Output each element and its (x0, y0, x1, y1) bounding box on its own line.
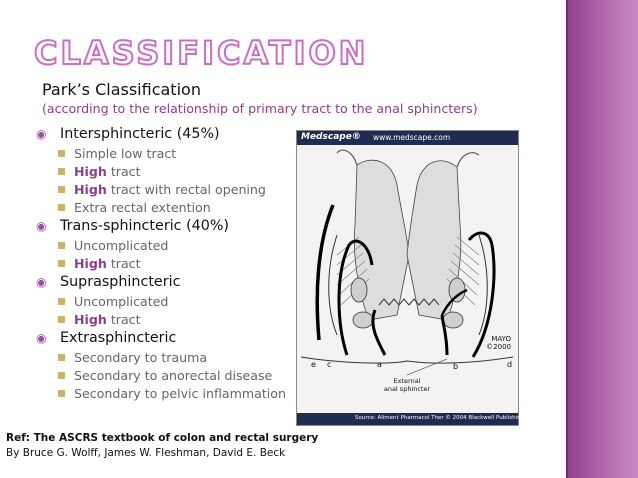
bullet-icon: ◉ (36, 331, 47, 345)
square-bullet-icon (58, 316, 65, 323)
reference-authors: By Bruce G. Wolff, James W. Fleshman, David E. Beck (6, 447, 286, 459)
list-item-intersphincteric (34, 125, 294, 143)
accent-bar (566, 0, 638, 478)
figure-header (297, 131, 518, 145)
list-item-label: Suprasphincteric (60, 274, 181, 290)
highlight-text: High (74, 256, 107, 271)
sub-item-text: Secondary to trauma (74, 350, 208, 365)
label-c: c (327, 360, 332, 369)
medscape-logo: Medscape® (301, 132, 361, 142)
sub-item (34, 199, 294, 217)
figure-source: Source: Aliment Pharmacol Ther © 2004 Blackwell Publishing (355, 414, 525, 421)
sub-item-text: Secondary to pelvic inflammation (74, 386, 286, 401)
square-bullet-icon (58, 354, 65, 361)
sub-item (34, 181, 294, 199)
anatomy-illustration (297, 145, 518, 413)
label-a: a (377, 360, 382, 369)
sub-item (34, 237, 294, 255)
external-label-line2: anal sphincter (383, 385, 431, 393)
reference-title: Ref: The ASCRS textbook of colon and rectal surgery (6, 432, 319, 444)
classification-heading: Park’s Classification (42, 80, 201, 99)
slide-title: CLASSIFICATION (34, 34, 369, 72)
classification-subheading: (according to the relationship of primary tract to the anal sphincters) (42, 101, 478, 116)
bullet-icon: ◉ (36, 219, 47, 233)
square-bullet-icon (58, 150, 65, 157)
square-bullet-icon (58, 298, 65, 305)
mayo-label: MAYO (491, 335, 511, 343)
figure-footer (297, 413, 525, 425)
sub-item-text: Extra rectal extention (74, 200, 211, 215)
list-item-label: Intersphincteric (45%) (60, 126, 220, 142)
highlight-text: High (74, 312, 107, 327)
label-e: e (311, 360, 316, 369)
sub-item-text: Secondary to anorectal disease (74, 368, 273, 383)
sub-item (34, 367, 294, 385)
list-item-extrasphincteric (34, 329, 294, 347)
square-bullet-icon (58, 168, 65, 175)
sub-item-text: Uncomplicated (74, 238, 169, 253)
sub-item (34, 255, 294, 273)
square-bullet-icon (58, 390, 65, 397)
bullet-icon: ◉ (36, 127, 47, 141)
sub-item-text: Uncomplicated (74, 294, 169, 309)
square-bullet-icon (58, 372, 65, 379)
square-bullet-icon (58, 260, 65, 267)
square-bullet-icon (58, 204, 65, 211)
square-bullet-icon (58, 186, 65, 193)
sub-item (34, 385, 294, 403)
sub-item (34, 293, 294, 311)
highlight-text: High (74, 164, 107, 179)
label-b: b (453, 362, 459, 371)
list-item-trans-sphincteric (34, 217, 294, 235)
bullet-icon: ◉ (36, 275, 47, 289)
anal-fistula-diagram (296, 130, 525, 426)
classification-list (34, 125, 294, 403)
sub-item-text: tract (106, 312, 141, 327)
mayo-year: ©2000 (486, 343, 511, 351)
square-bullet-icon (58, 242, 65, 249)
sub-item (34, 163, 294, 181)
list-item-label: Extrasphincteric (60, 330, 177, 346)
label-d: d (507, 360, 513, 369)
sub-item-text: tract (106, 256, 141, 271)
sub-item (34, 311, 294, 329)
sub-item-text: Simple low tract (74, 146, 177, 161)
sub-item (34, 349, 294, 367)
figure-url: www.medscape.com (373, 133, 451, 142)
highlight-text: High (74, 182, 107, 197)
list-item-label: Trans-sphincteric (40%) (60, 218, 230, 234)
sub-item-text: tract with rectal opening (106, 182, 266, 197)
external-label-line1: External (393, 377, 421, 385)
sub-item-text: tract (106, 164, 141, 179)
sub-item (34, 145, 294, 163)
list-item-suprasphincteric (34, 273, 294, 291)
